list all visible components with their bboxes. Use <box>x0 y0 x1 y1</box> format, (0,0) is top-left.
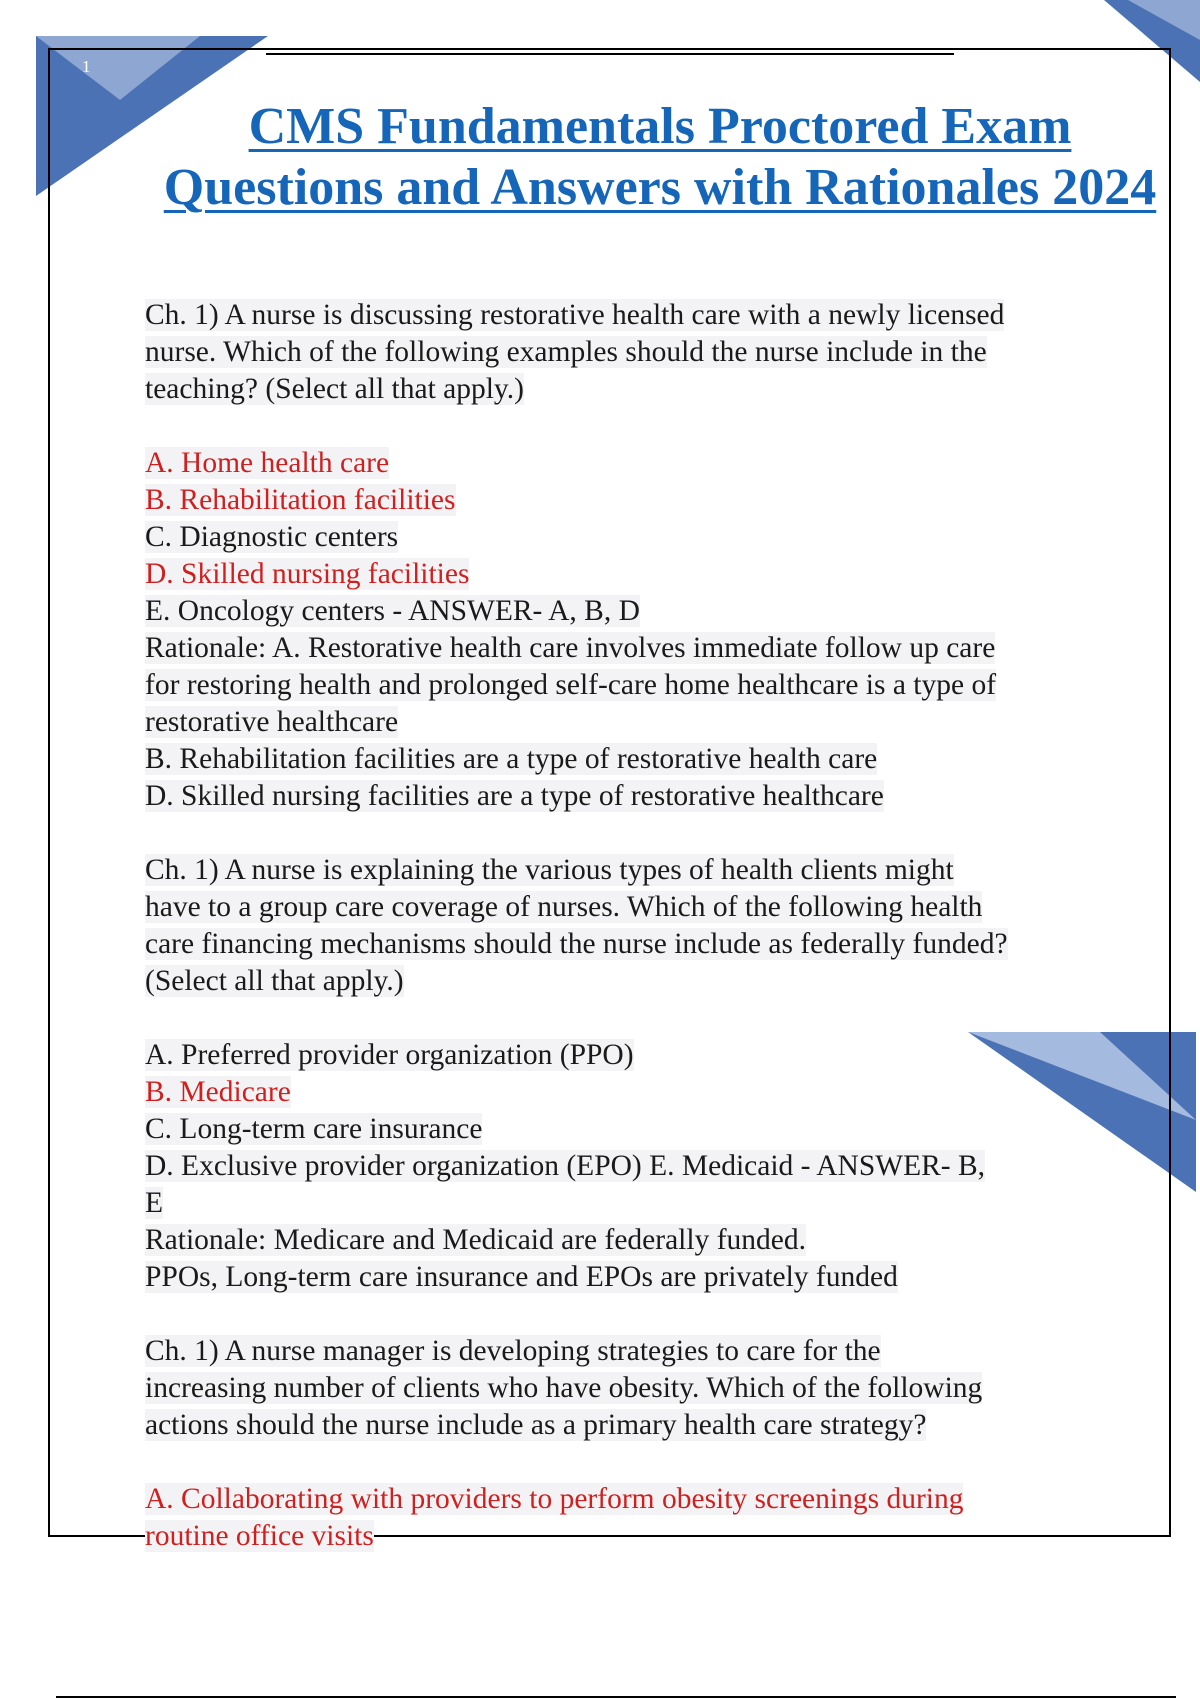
rationale-line: D. Skilled nursing facilities are a type of restorative healthcare <box>145 780 884 812</box>
title-line-2: Questions and Answers with Rationales 2024 <box>163 159 1157 216</box>
question-3 <box>145 1333 1105 1555</box>
option-correct: B. Rehabilitation facilities <box>145 484 456 516</box>
option-with-answer: D. Exclusive provider organization (EPO) E. Medicaid - ANSWER- B, <box>145 1150 986 1182</box>
option-correct: A. Home health care <box>145 447 390 479</box>
rationale-line: restorative healthcare <box>145 706 399 738</box>
stem-line: care financing mechanisms should the nurse include as federally funded? <box>145 928 1008 960</box>
question-1-stem <box>145 297 1105 408</box>
rationale-line: PPOs, Long-term care insurance and EPOs are privately funded <box>145 1261 898 1293</box>
stem-line: Ch. 1) A nurse is explaining the various types of health clients might <box>145 854 954 886</box>
option: A. Preferred provider organization (PPO) <box>145 1039 634 1071</box>
option: C. Diagnostic centers <box>145 521 399 553</box>
page-number: 1 <box>82 57 91 76</box>
rationale-line: Rationale: A. Restorative health care involves immediate follow up care <box>145 632 996 664</box>
question-1 <box>145 297 1105 815</box>
question-2-options <box>145 1037 1105 1222</box>
rationale-line: Rationale: Medicare and Medicaid are federally funded. <box>145 1224 806 1256</box>
option: C. Long-term care insurance <box>145 1113 483 1145</box>
stem-line: actions should the nurse include as a primary health care strategy? <box>145 1409 927 1441</box>
stem-line: (Select all that apply.) <box>145 965 404 997</box>
stem-line: have to a group care coverage of nurses. Which of the following health <box>145 891 983 923</box>
option-correct: B. Medicare <box>145 1076 291 1108</box>
question-2 <box>145 852 1105 1296</box>
stem-line: increasing number of clients who have obesity. Which of the following <box>145 1372 983 1404</box>
answer-continuation: E <box>145 1187 164 1219</box>
question-1-options <box>145 445 1105 630</box>
question-3-stem <box>145 1333 1105 1444</box>
question-1-rationale <box>145 630 1105 815</box>
document-body <box>145 297 1105 1555</box>
question-3-options <box>145 1481 1105 1555</box>
question-2-rationale <box>145 1222 1105 1296</box>
title-line-1: CMS Fundamentals Proctored Exam <box>248 98 1072 155</box>
bottom-rule <box>56 1696 1176 1698</box>
stem-line: Ch. 1) A nurse manager is developing strategies to care for the <box>145 1335 881 1367</box>
stem-line: nurse. Which of the following examples should the nurse include in the <box>145 336 987 368</box>
question-2-stem <box>145 852 1105 1000</box>
rationale-line: for restoring health and prolonged self-care home healthcare is a type of <box>145 669 997 701</box>
option-correct: A. Collaborating with providers to perform obesity screenings during <box>145 1483 964 1515</box>
stem-line: Ch. 1) A nurse is discussing restorative health care with a newly licensed <box>145 299 1005 331</box>
option-correct: routine office visits <box>145 1520 374 1552</box>
option-correct: D. Skilled nursing facilities <box>145 558 470 590</box>
option-with-answer: E. Oncology centers - ANSWER- A, B, D <box>145 595 640 627</box>
top-rule <box>266 53 954 55</box>
stem-line: teaching? (Select all that apply.) <box>145 373 524 405</box>
page-title <box>140 96 1180 218</box>
rationale-line: B. Rehabilitation facilities are a type of restorative health care <box>145 743 878 775</box>
